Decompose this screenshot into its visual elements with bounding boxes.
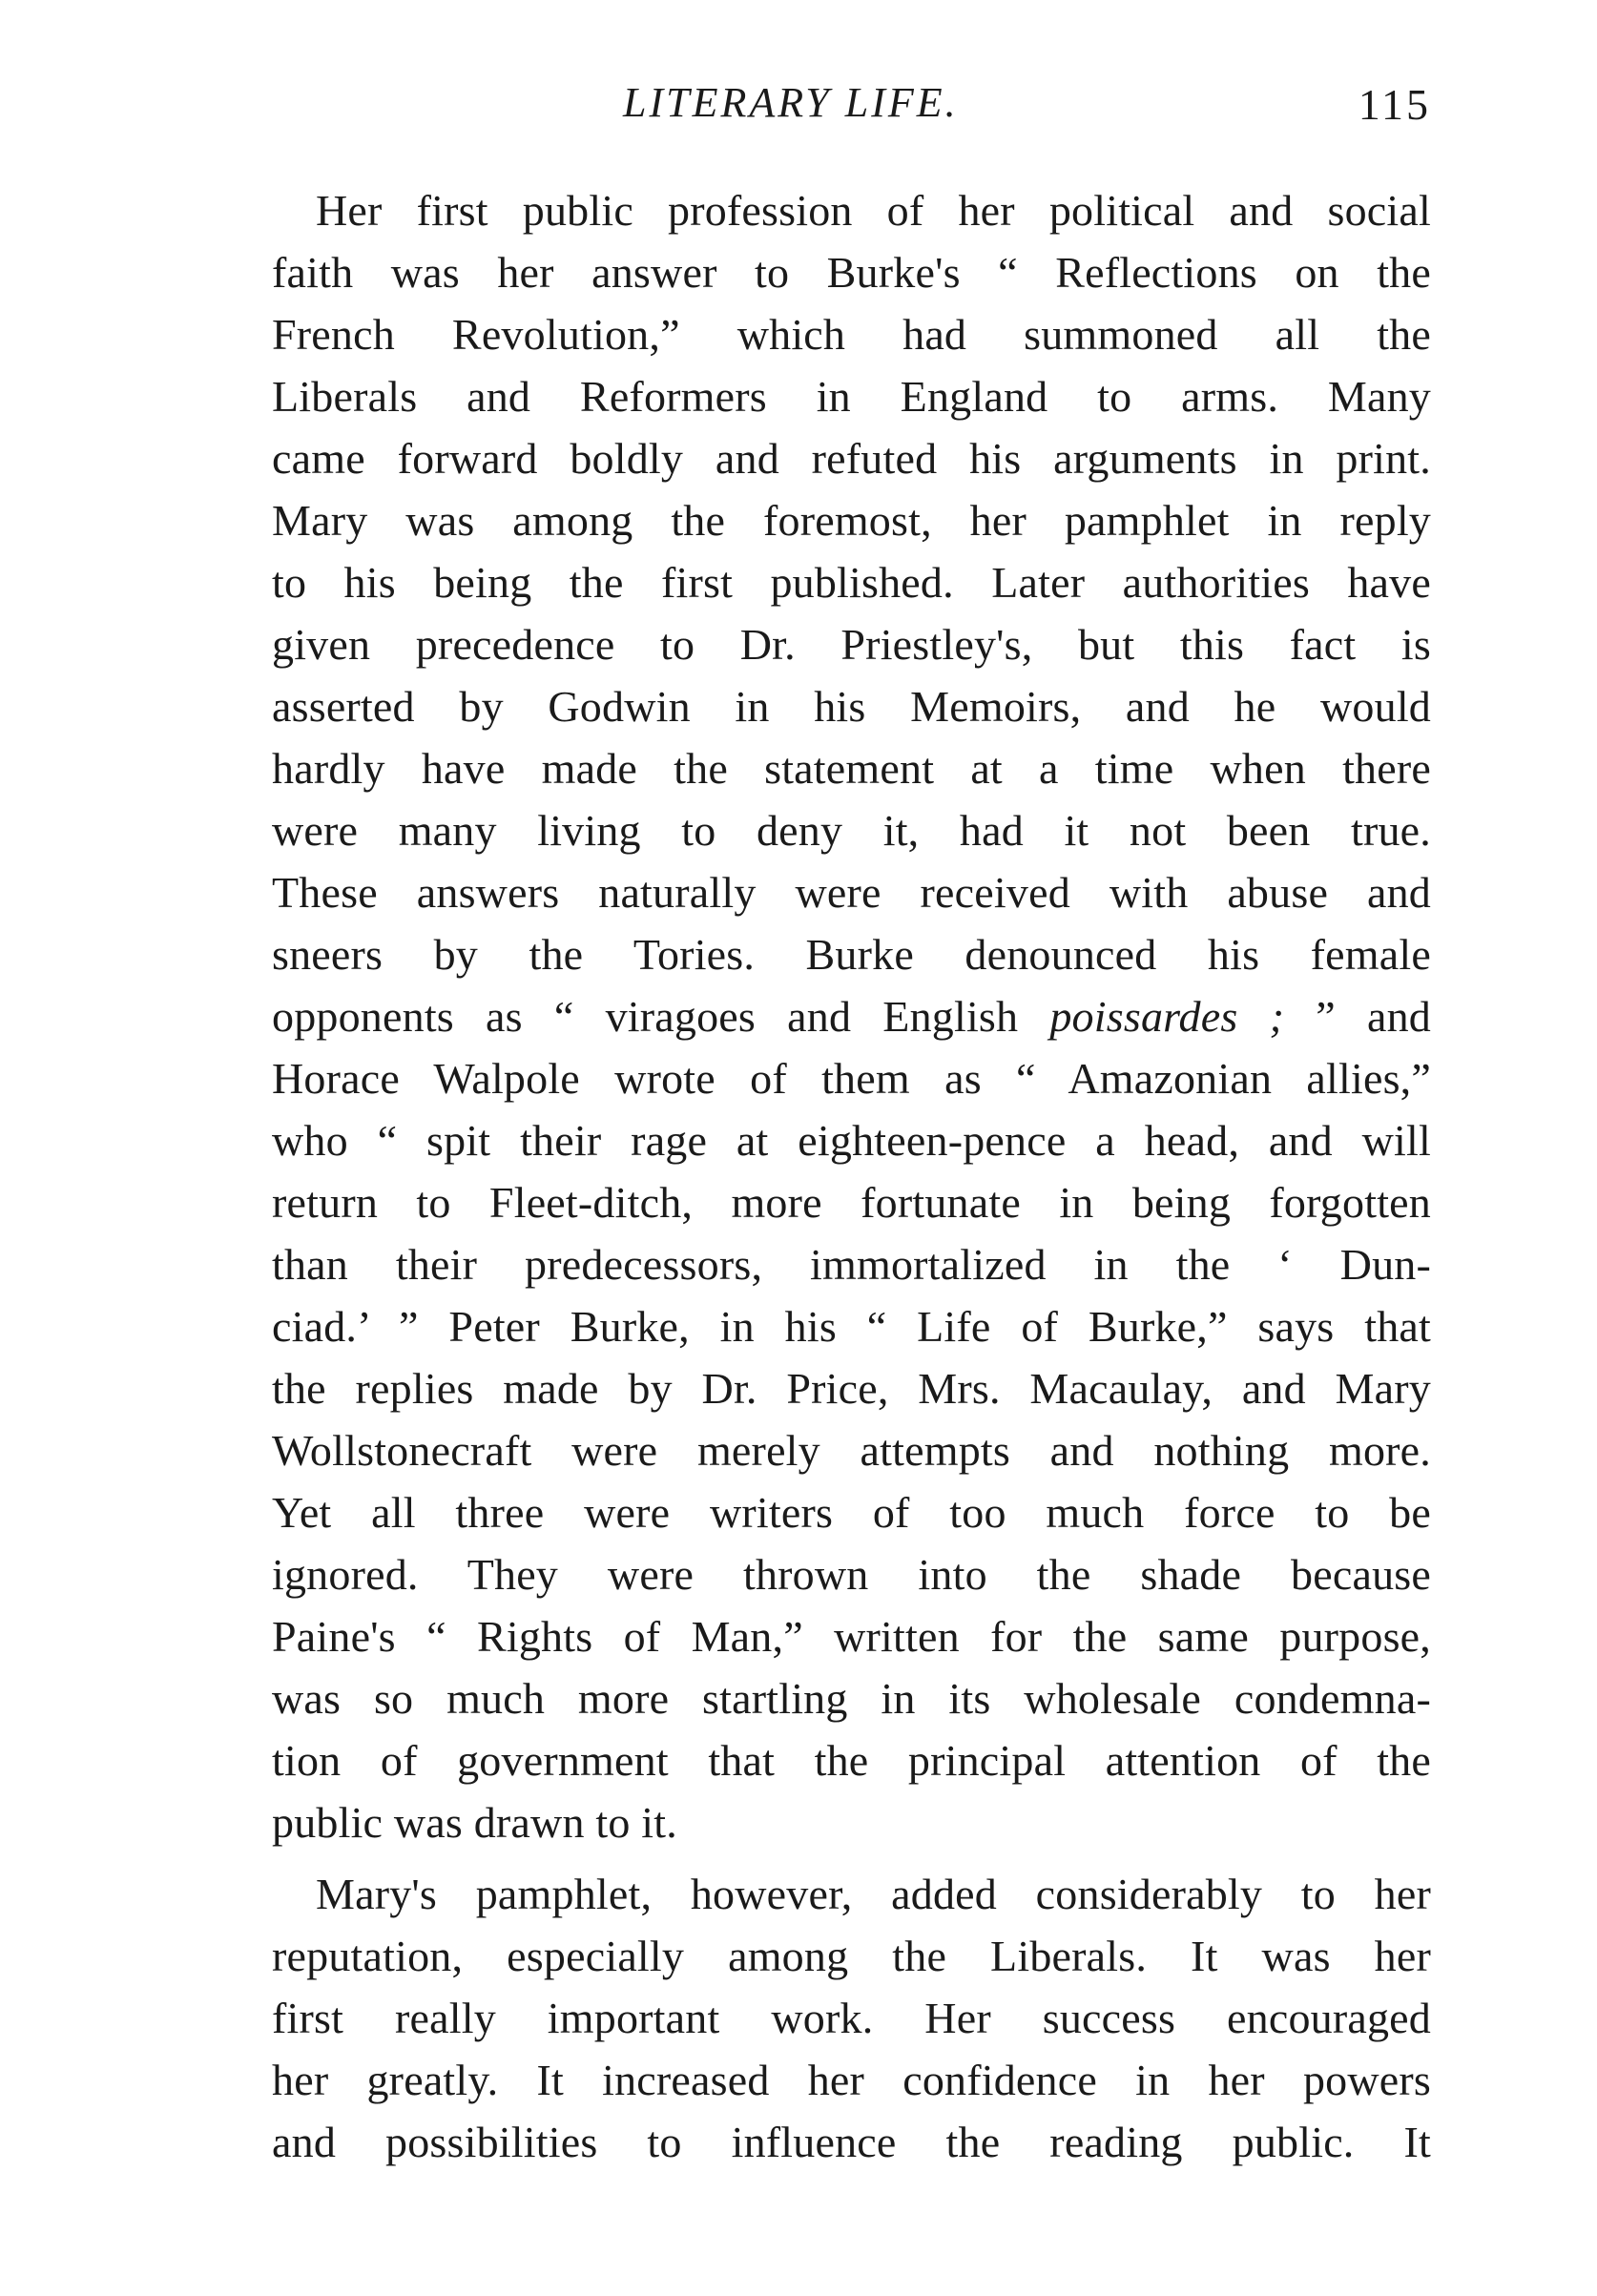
text-line: Mary's pamphlet, however, added considerably to her — [316, 1870, 1431, 1918]
text-line: ciad.’ ” Peter Burke, in his “ Life of Burke,” says that — [272, 1302, 1431, 1351]
text-line: came forward boldly and refuted his arguments in print. — [272, 434, 1431, 483]
text-line: were many living to deny it, had it not been true. — [272, 806, 1431, 855]
italic-term: poissardes ; — [1049, 992, 1285, 1041]
running-head — [272, 74, 1431, 141]
paragraph-2 — [272, 1863, 1431, 2173]
text-line: first really important work. Her success encouraged — [272, 1994, 1431, 2042]
text-line: Horace Walpole wrote of them as “ Amazonian allies,” — [272, 1054, 1431, 1103]
text-line: faith was her answer to Burke's “ Reflections on the — [272, 248, 1431, 297]
text-line: sneers by the Tories. Burke denounced his female — [272, 930, 1431, 979]
running-title: LITERARY LIFE. — [623, 79, 959, 126]
text-line: return to Fleet-ditch, more fortunate in being forgotten — [272, 1178, 1431, 1227]
text-line: given precedence to Dr. Priestley's, but this fact is — [272, 620, 1431, 669]
page-number: 115 — [1358, 80, 1431, 129]
text-line: Her first public profession of her political and social — [316, 186, 1431, 235]
text-line: Paine's “ Rights of Man,” written for the same purpose, — [272, 1612, 1431, 1661]
text-line: ignored. They were thrown into the shade because — [272, 1550, 1431, 1599]
text-line: and possibilities to influence the reading public. It — [272, 2118, 1431, 2166]
text-line: Wollstonecraft were merely attempts and nothing more. — [272, 1426, 1431, 1475]
text-line: hardly have made the statement at a time when there — [272, 744, 1431, 793]
text-line: to his being the first published. Later authorities have — [272, 558, 1431, 607]
text-line: These answers naturally were received with abuse and — [272, 868, 1431, 917]
text-line: Yet all three were writers of too much force to be — [272, 1488, 1431, 1537]
text-line: the replies made by Dr. Price, Mrs. Macaulay, and Mary — [272, 1364, 1431, 1413]
paragraph-1 — [272, 179, 1431, 1853]
text-line-with-italic: opponents as “ viragoes and English poissardes ; ” and — [272, 992, 1431, 1041]
text-line: public was drawn to it. — [272, 1798, 677, 1847]
text-line: reputation, especially among the Liberals. It was her — [272, 1932, 1431, 1980]
text-line: who “ spit their rage at eighteen-pence a head, and will — [272, 1116, 1431, 1165]
text-line: asserted by Godwin in his Memoirs, and he would — [272, 682, 1431, 731]
text-line: tion of government that the principal attention of the — [272, 1736, 1431, 1785]
text-line: than their predecessors, immortalized in the ‘ Dun- — [272, 1240, 1431, 1289]
text-line: her greatly. It increased her confidence in her powers — [272, 2056, 1431, 2104]
text-line: was so much more startling in its wholesale condemna- — [272, 1674, 1431, 1723]
text-line: Liberals and Reformers in England to arms. Many — [272, 372, 1431, 421]
body-text — [272, 179, 1431, 2173]
text-line: French Revolution,” which had summoned all the — [272, 310, 1431, 359]
text-line: Mary was among the foremost, her pamphlet in reply — [272, 496, 1431, 545]
